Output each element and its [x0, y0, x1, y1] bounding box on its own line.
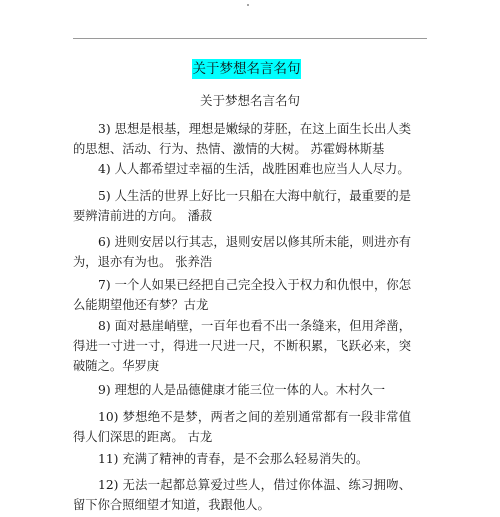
header-rule — [73, 38, 427, 39]
quote-paragraph — [73, 232, 411, 272]
quote-paragraph — [73, 475, 411, 515]
quote-paragraph — [73, 159, 411, 179]
quote-text: 9) 理想的人是品德健康才能三位一体的人。木村久一 — [98, 383, 386, 397]
quote-text: 8) 面对悬崖峭壁，一百年也看不出一条缝来，但用斧凿，得进一寸进一寸，得进一尺进一尺，不断积累，飞跃必来，突破随之。华罗庚 — [73, 319, 411, 373]
quote-text: 7) 一个人如果已经把自己完全投入于权力和仇恨中，你怎么能期望他还有梦？古龙 — [73, 278, 411, 312]
quote-text: 5) 人生活的世界上好比一只船在大海中航行，最重要的是要辨清前进的方向。 潘菽 — [73, 189, 411, 223]
document-subtitle: 关于梦想名言名句 — [199, 93, 300, 108]
quote-text: 12) 无法一起都总算爱过些人，借过你体温、练习拥吻、留下你合照细望才知道，我跟他人。 — [73, 478, 411, 512]
quote-text: 6) 进则安居以行其志，退则安居以修其所未能，则进亦有为，退亦有为也。 张养浩 — [73, 235, 411, 269]
highlighted-title: 关于梦想名言名句 — [192, 61, 301, 77]
quote-text: 10) 梦想绝不是梦，两者之间的差别通常都有一段非常值得人们深思的距离。 古龙 — [73, 410, 411, 444]
quote-paragraph — [73, 380, 411, 400]
quote-paragraph — [73, 316, 411, 376]
quote-paragraph — [73, 407, 411, 447]
quote-paragraph — [73, 275, 411, 315]
quote-paragraph — [73, 186, 411, 226]
quote-text: 4) 人人都希望过幸福的生活，战胜困难也应当人人尽力。 — [98, 162, 410, 176]
quote-text: 11) 充满了精神的青春，是不会那么轻易消失的。 — [98, 452, 369, 466]
quote-paragraph — [73, 119, 411, 159]
quote-paragraph — [73, 449, 411, 469]
top-mark — [247, 4, 249, 6]
quote-text: 3) 思想是根基，理想是嫩绿的芽胚，在这上面生长出人类的思想、活动、行为、热情、激情的大树。 苏霍姆林斯基 — [73, 122, 411, 156]
